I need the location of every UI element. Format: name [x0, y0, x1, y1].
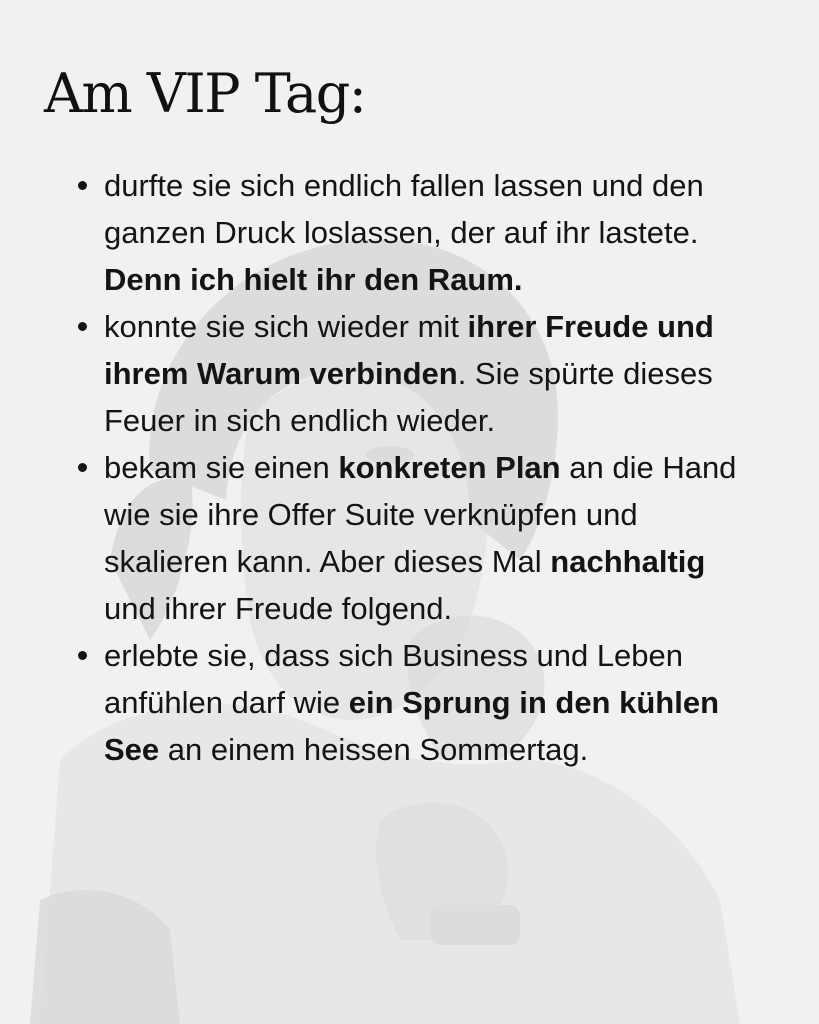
- list-item: [60, 303, 760, 444]
- page-title: Am VIP Tag:: [44, 62, 366, 125]
- bullet-text: [104, 638, 719, 767]
- bullet-segment: an die Hand wie sie ihre Offer Suite verknüpfen und skalieren kann. Aber dieses Mal: [104, 450, 737, 579]
- bullet-segment: bekam sie einen: [104, 450, 339, 485]
- list-item: [60, 162, 760, 303]
- bullet-dot-icon: [78, 463, 87, 472]
- bullet-emphasis: nachhaltig: [550, 544, 706, 579]
- bullet-dot-icon: [78, 651, 87, 660]
- bullet-segment: erlebte sie, dass sich Business und Leben anfühlen darf wie: [104, 638, 684, 720]
- bullet-text: [104, 168, 704, 297]
- bullet-emphasis: Denn ich hielt ihr den Raum.: [104, 262, 523, 297]
- bullet-segment: und ihrer Freude folgend.: [104, 591, 453, 626]
- bullet-dot-icon: [78, 322, 87, 331]
- bullet-emphasis: ein Sprung in den kühlen See: [104, 685, 720, 767]
- list-item: [60, 444, 760, 632]
- bullet-text: [104, 450, 736, 626]
- bullet-emphasis: konkreten Plan: [338, 450, 561, 485]
- bullet-emphasis: ihrer Freude und ihrem Warum verbinden: [104, 309, 714, 391]
- bullet-segment: . Sie spürte dieses Feuer in sich endlich wieder.: [104, 356, 713, 438]
- list-item: [60, 632, 760, 773]
- bullet-list: [60, 162, 760, 773]
- bullet-segment: an einem heissen Sommertag.: [159, 732, 589, 767]
- bullet-segment: durfte sie sich endlich fallen lassen und den ganzen Druck loslassen, der auf ihr lastete.: [104, 168, 704, 250]
- bullet-dot-icon: [78, 181, 87, 190]
- bullet-text: [104, 309, 714, 438]
- bullet-segment: konnte sie sich wieder mit: [104, 309, 468, 344]
